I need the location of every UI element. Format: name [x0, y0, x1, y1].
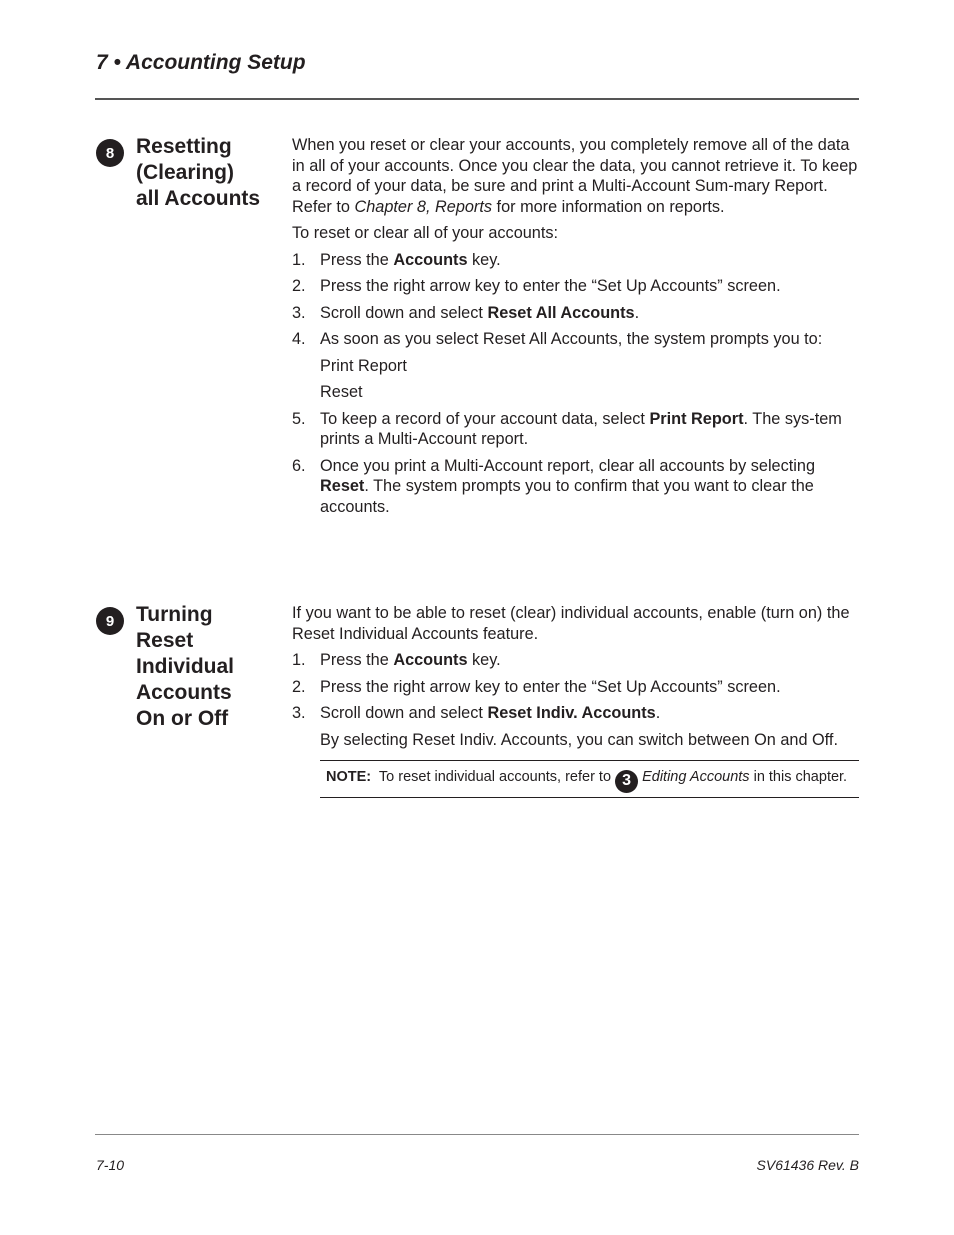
footer-rule — [95, 1134, 859, 1135]
section-number-badge: 8 — [96, 139, 124, 167]
note-text: To reset individual accounts, refer to — [378, 769, 612, 785]
note-label: NOTE: — [326, 769, 372, 785]
lead-text: To reset or clear all of your accounts: — [292, 224, 559, 242]
followup-text: By selecting Reset Indiv. Accounts, you can switch between On and Off. — [320, 730, 838, 749]
list-item: 3. Scroll down and select Reset All Accounts. — [292, 303, 640, 322]
list-item: 5. To keep a record of your account data, select Print Report. The sys-tem prints a Multi-Account report. — [292, 409, 842, 448]
steps-list — [292, 650, 859, 724]
prompt-option: Print Report — [320, 356, 407, 375]
heading-line: all Accounts — [136, 187, 261, 210]
steps-list — [292, 250, 859, 350]
list-item: 6. Once you print a Multi-Account report, clear all accounts by selecting Reset. The system prompts you to confirm that you want to clear the accounts. — [292, 456, 816, 516]
section-body — [292, 135, 859, 523]
chapter-title: 7 • Accounting Setup — [96, 51, 306, 74]
section-heading — [136, 602, 286, 732]
heading-line: Resetting — [136, 135, 232, 158]
section-number-badge: 9 — [96, 607, 124, 635]
intro-paragraph: If you want to be able to reset (clear) individual accounts, enable (turn on) the Reset Individual Accounts feature. — [292, 604, 850, 643]
list-item: 2. Press the right arrow key to enter the “Set Up Accounts” screen. — [292, 277, 781, 295]
note-box: NOTE: To reset individual accounts, refer to 3 Editing Accounts in this chapter. — [320, 760, 859, 798]
heading-line: Accounts — [136, 681, 232, 704]
prompt-option: Reset — [320, 383, 363, 401]
document-id: SV61436 Rev. B — [756, 1157, 859, 1173]
heading-line: On or Off — [136, 707, 229, 730]
note-reference: Editing Accounts — [642, 769, 750, 785]
list-item: 1. Press the Accounts key. — [292, 651, 501, 669]
page-number: 7-10 — [96, 1157, 125, 1173]
chapter-reference: Chapter 8, Reports — [354, 197, 493, 216]
steps-list-continued — [292, 409, 859, 518]
list-item: 3. Scroll down and select Reset Indiv. Accounts. — [292, 704, 661, 722]
heading-line: Individual — [136, 655, 235, 678]
list-item: 1. Press the Accounts key. — [292, 250, 501, 269]
heading-line: Turning — [136, 603, 213, 626]
list-item: 4. As soon as you select Reset All Accounts, the system prompts you to: — [292, 330, 823, 348]
section-heading — [136, 134, 286, 212]
list-item: 2. Press the right arrow key to enter the “Set Up Accounts” screen. — [292, 677, 781, 696]
heading-line: Reset — [136, 629, 194, 652]
header-rule — [95, 98, 859, 100]
section-reference-badge: 3 — [615, 770, 638, 793]
section-body — [292, 603, 859, 798]
intro-paragraph: When you reset or clear your accounts, you completely remove all of the data in all of your accounts. Once you clear the data, you cannot retrieve it. To keep a record of your data, be sure and print a Multi-Account Sum-mary Report. Refer to Chapter 8, Reports for more information on reports. — [292, 136, 858, 216]
heading-line: (Clearing) — [136, 161, 235, 184]
